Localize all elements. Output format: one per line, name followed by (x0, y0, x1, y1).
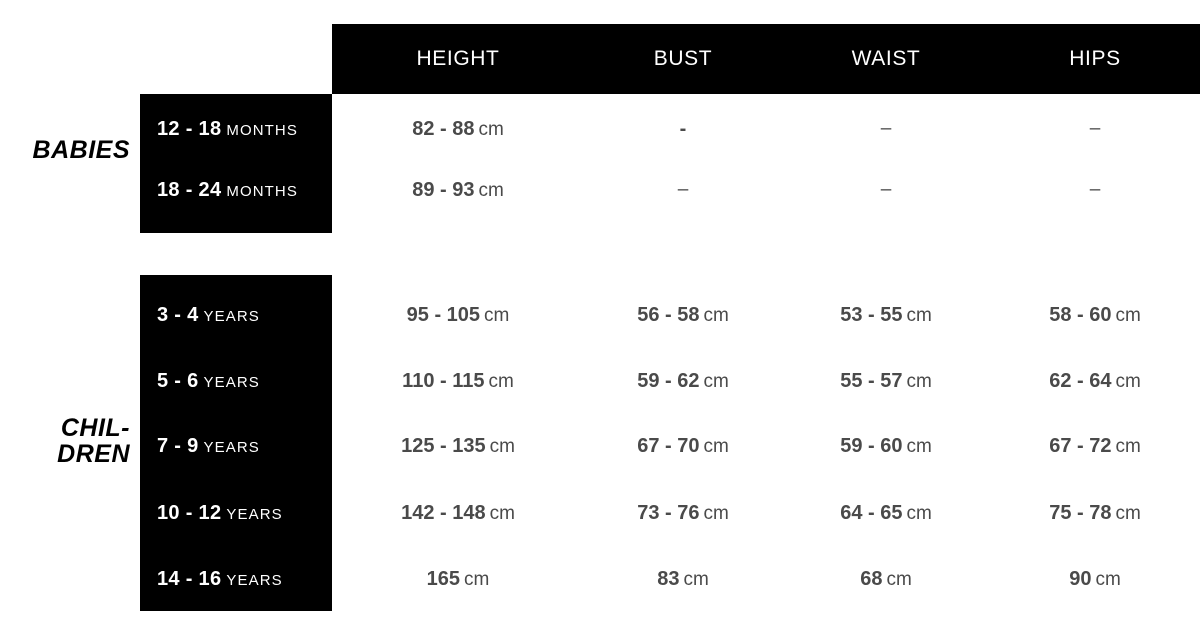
group-label-children-line1: CHIL- (60, 414, 130, 442)
row-size-label (140, 435, 332, 458)
row-size-number: 10 - 12 (157, 501, 222, 524)
column-header-hips: HIPS (1069, 47, 1121, 70)
cell-hips: 75 - 78 cm (1049, 501, 1141, 524)
cell-bust: – (677, 179, 689, 200)
column-header-waist: WAIST (851, 47, 921, 70)
cell-bust: - (679, 117, 687, 140)
row-size-unit: YEARS (203, 307, 260, 325)
table-row (140, 415, 1200, 477)
row-size-label (140, 179, 332, 202)
cell-height: 89 - 93 cm (412, 178, 504, 201)
cell-hips: – (1089, 118, 1101, 139)
row-size-label (140, 502, 332, 525)
row-size-number: 14 - 16 (157, 567, 222, 590)
cell-hips: – (1089, 179, 1101, 200)
cell-waist: 64 - 65 cm (840, 501, 932, 524)
row-size-label (140, 304, 332, 327)
row-size-label (140, 568, 332, 591)
row-size-number: 7 - 9 (157, 434, 199, 457)
cell-waist: – (880, 179, 892, 200)
cell-height: 82 - 88 cm (412, 117, 504, 140)
cell-hips: 58 - 60 cm (1049, 303, 1141, 326)
table-row (140, 482, 1200, 544)
row-size-unit: YEARS (226, 505, 283, 523)
cell-waist: 53 - 55 cm (840, 303, 932, 326)
group-label-babies: BABIES (32, 136, 130, 164)
row-size-unit: YEARS (226, 571, 283, 589)
row-size-unit: YEARS (203, 438, 260, 456)
cell-waist: – (880, 118, 892, 139)
table-row (140, 548, 1200, 610)
column-header-height: HEIGHT (416, 47, 500, 70)
cell-height: 142 - 148 cm (401, 501, 515, 524)
group-label-children (0, 415, 130, 468)
cell-bust: 83 cm (657, 567, 709, 590)
row-size-number: 18 - 24 (157, 178, 222, 201)
group-label-children-line2: DREN (57, 440, 130, 469)
cell-bust: 67 - 70 cm (637, 434, 729, 457)
row-size-label (140, 370, 332, 393)
row-size-number: 12 - 18 (157, 117, 222, 140)
cell-bust: 59 - 62 cm (637, 369, 729, 392)
cell-height: 110 - 115 cm (402, 369, 514, 392)
table-row (140, 284, 1200, 346)
table-row (140, 350, 1200, 412)
cell-height: 95 - 105 cm (406, 303, 510, 326)
cell-hips: 67 - 72 cm (1049, 434, 1141, 457)
cell-hips: 90 cm (1069, 567, 1121, 590)
row-size-label (140, 118, 332, 141)
table-row (140, 159, 1200, 221)
cell-waist: 68 cm (860, 567, 912, 590)
cell-bust: 73 - 76 cm (637, 501, 729, 524)
cell-bust: 56 - 58 cm (637, 303, 729, 326)
cell-height: 125 - 135 cm (401, 434, 515, 457)
cell-waist: 55 - 57 cm (840, 369, 932, 392)
cell-height: 165 cm (426, 567, 490, 590)
row-size-number: 5 - 6 (157, 369, 199, 392)
row-size-unit: MONTHS (226, 182, 298, 200)
row-size-number: 3 - 4 (157, 303, 199, 326)
row-size-unit: YEARS (203, 373, 260, 391)
cell-hips: 62 - 64 cm (1049, 369, 1141, 392)
column-header-bust: BUST (653, 47, 713, 70)
table-header (332, 24, 1200, 94)
cell-waist: 59 - 60 cm (840, 434, 932, 457)
table-row (140, 98, 1200, 160)
row-size-unit: MONTHS (226, 121, 298, 139)
